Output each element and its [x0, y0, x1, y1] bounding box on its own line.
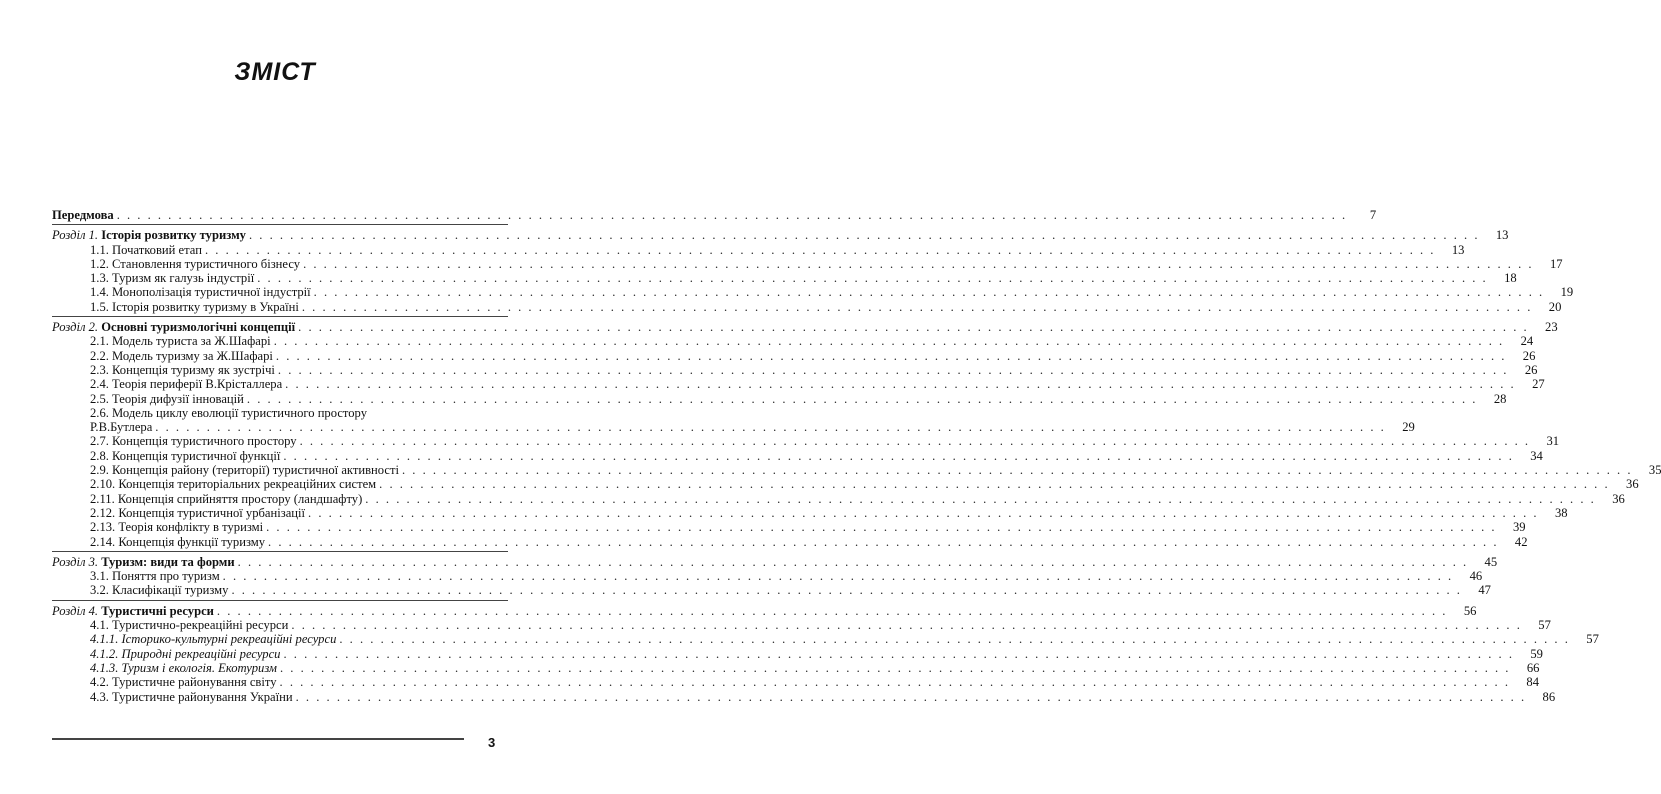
toc-section-entry	[52, 477, 1639, 492]
toc-entry-label: 3.1. Поняття про туризм	[90, 569, 220, 584]
toc-entry-label: 4.1. Туристично-рекреаційні ресурси	[90, 618, 289, 633]
toc-entry-page: 57	[1538, 618, 1551, 633]
page-number: 3	[488, 735, 496, 750]
toc-entry-page: 19	[1560, 285, 1574, 300]
toc-entry-page: 42	[1514, 534, 1528, 549]
toc-entry-label: 2.10. Концепція територіальних рекреаційних систем	[90, 477, 377, 492]
chapter-number: Розділ 2.	[52, 320, 99, 335]
dot-leader: . . . . . . . . . . . . . . . . . . . . . . . . . . . . . . . . . . . . . . . . . . . . . . . . . . . . . . . . . . . . . . . . . . . . . . . . . . . . . . . . . . . . . . . . . . . . . . . . . . . . . . . . . . . . . . . . . . . . . . . .	[283, 646, 1514, 661]
chapter-title: Туризм: види та форми	[101, 554, 235, 569]
toc-entry-page: 24	[1520, 334, 1534, 349]
toc-section-entry	[52, 448, 1543, 463]
toc-entry-page: 20	[1548, 299, 1562, 314]
toc-section-entry	[52, 491, 1625, 506]
dot-leader: . . . . . . . . . . . . . . . . . . . . . . . . . . . . . . . . . . . . . . . . . . . . . . . . . . . . . . . . . . . . . . . . . . . . . . . . . . . . . . . . . . . . . . . . . . . . . . . . . . . . . . . . . . . . . . . . . . . . . . . .	[308, 505, 1539, 520]
toc-entry-label: 2.6. Модель циклу еволюції туристичного простору	[90, 405, 367, 420]
toc-entry-label: 2.9. Концепція району (території) туристичної активності	[90, 463, 399, 478]
toc-section-entry	[52, 520, 1526, 535]
toc-entry-label: 4.1.3. Туризм і екологія. Екотуризм	[90, 660, 277, 675]
toc-entry-label: 2.13. Теорія конфлікту в туризмі	[90, 520, 264, 535]
section-separator	[52, 316, 508, 317]
toc-section-entry	[52, 463, 1661, 478]
toc-section-entry	[52, 377, 1545, 392]
section-separator	[52, 551, 508, 552]
page-title: ЗМІСТ	[234, 58, 316, 86]
toc-entry-label: 3.2. Класифікації туризму	[90, 583, 229, 598]
dot-leader: . . . . . . . . . . . . . . . . . . . . . . . . . . . . . . . . . . . . . . . . . . . . . . . . . . . . . . . . . . . . . . . . . . . . . . . . . . . . . . . . . . . . . . . . . . . . . . . . . . . . . . . . . . . . . . . . . . . . . . . .	[116, 208, 1348, 222]
toc-section-entry	[52, 256, 1563, 271]
toc-section-entry	[52, 299, 1562, 314]
toc-section-entry	[52, 420, 1415, 435]
toc-chapter-label	[52, 320, 295, 334]
toc-subsection-entry	[52, 632, 1599, 647]
toc-section-entry	[52, 689, 1556, 704]
dot-leader: . . . . . . . . . . . . . . . . . . . . . . . . . . . . . . . . . . . . . . . . . . . . . . . . . . . . . . . . . . . . . . . . . . . . . . . . . . . . . . . . . . . . . . . . . . . . . . . . . . . . . . . . . . . . . . . . . . . . . . . .	[231, 583, 1462, 598]
dot-leader: . . . . . . . . . . . . . . . . . . . . . . . . . . . . . . . . . . . . . . . . . . . . . . . . . . . . . . . . . . . . . . . . . . . . . . . . . . . . . . . . . . . . . . . . . . . . . . . . . . . . . . . . . . . . . . . . . . . . . . . .	[257, 271, 1488, 286]
chapter-title: Основні туризмологічні концепції	[101, 320, 296, 335]
toc-section-entry	[52, 569, 1483, 584]
dot-leader: . . . . . . . . . . . . . . . . . . . . . . . . . . . . . . . . . . . . . . . . . . . . . . . . . . . . . . . . . . . . . . . . . . . . . . . . . . . . . . . . . . . . . . . . . . . . . . . . . . . . . . . . . . . . . . . . . . . . . . . .	[295, 689, 1527, 704]
toc-entry-label: 2.12. Концепція туристичної урбанізації	[90, 505, 306, 520]
dot-leader: . . . . . . . . . . . . . . . . . . . . . . . . . . . . . . . . . . . . . . . . . . . . . . . . . . . . . . . . . . . . . . . . . . . . . . . . . . . . . . . . . . . . . . . . . . . . . . . . . . . . . . . . . . . . . . . . . . . . . . . .	[291, 618, 1522, 633]
toc-entry-page: 47	[1478, 583, 1491, 598]
toc-entry-page: 36	[1612, 491, 1625, 506]
toc-entry-page: 13	[1451, 242, 1465, 257]
chapter-title: Туристичні ресурси	[101, 603, 214, 618]
toc-entry-label: 1.5. Історія розвитку туризму в Україні	[90, 299, 299, 314]
toc-entry-label: 1.4. Монополізація туристичної індустрії	[90, 285, 311, 300]
toc-entry-page: 57	[1586, 632, 1599, 647]
toc-chapter-entry	[52, 228, 1509, 243]
toc-subsection-entry	[52, 646, 1543, 661]
section-separator	[52, 224, 508, 225]
dot-leader: . . . . . . . . . . . . . . . . . . . . . . . . . . . . . . . . . . . . . . . . . . . . . . . . . . . . . . . . . . . . . . . . . . . . . . . . . . . . . . . . . . . . . . . . . . . . . . . . . . . . . . . . . . . . . . . . . . . . . . . .	[237, 554, 1469, 569]
toc-entry-page: 18	[1504, 271, 1517, 286]
toc-entry-label-continued: Р.В.Бутлера	[90, 420, 153, 435]
table-of-contents	[52, 208, 1661, 704]
toc-section-entry	[52, 285, 1574, 300]
dot-leader: . . . . . . . . . . . . . . . . . . . . . . . . . . . . . . . . . . . . . . . . . . . . . . . . . . . . . . . . . . . . . . . . . . . . . . . . . . . . . . . . . . . . . . . . . . . . . . . . . . . . . . . . . . . . . . . . . . . . . . . .	[216, 603, 1448, 618]
toc-entry-label: 2.4. Теорія периферії В.Крісталлера	[90, 377, 283, 392]
dot-leader: . . . . . . . . . . . . . . . . . . . . . . . . . . . . . . . . . . . . . . . . . . . . . . . . . . . . . . . . . . . . . . . . . . . . . . . . . . . . . . . . . . . . . . . . . . . . . . . . . . . . . . . . . . . . . . . . . . . . . . . .	[301, 299, 1533, 314]
dot-leader: . . . . . . . . . . . . . . . . . . . . . . . . . . . . . . . . . . . . . . . . . . . . . . . . . . . . . . . . . . . . . . . . . . . . . . . . . . . . . . . . . . . . . . . . . . . . . . . . . . . . . . . . . . . . . . . . . . . . . . . .	[379, 477, 1610, 492]
dot-leader: . . . . . . . . . . . . . . . . . . . . . . . . . . . . . . . . . . . . . . . . . . . . . . . . . . . . . . . . . . . . . . . . . . . . . . . . . . . . . . . . . . . . . . . . . . . . . . . . . . . . . . . . . . . . . . . . . . . . . . . .	[402, 463, 1633, 478]
chapter-number: Розділ 3.	[52, 554, 99, 569]
dot-leader: . . . . . . . . . . . . . . . . . . . . . . . . . . . . . . . . . . . . . . . . . . . . . . . . . . . . . . . . . . . . . . . . . . . . . . . . . . . . . . . . . . . . . . . . . . . . . . . . . . . . . . . . . . . . . . . . . . . . . . . .	[275, 348, 1507, 363]
toc-chapter-entry	[52, 320, 1558, 335]
toc-entry-label: 2.7. Концепція туристичного простору	[90, 434, 297, 449]
toc-entry-label: 2.14. Концепція функції туризму	[90, 534, 266, 549]
dot-leader: . . . . . . . . . . . . . . . . . . . . . . . . . . . . . . . . . . . . . . . . . . . . . . . . . . . . . . . . . . . . . . . . . . . . . . . . . . . . . . . . . . . . . . . . . . . . . . . . . . . . . . . . . . . . . . . . . . . . . . . .	[298, 320, 1529, 335]
toc-section-entry	[52, 271, 1517, 286]
toc-entry-page: 28	[1493, 391, 1507, 406]
dot-leader: . . . . . . . . . . . . . . . . . . . . . . . . . . . . . . . . . . . . . . . . . . . . . . . . . . . . . . . . . . . . . . . . . . . . . . . . . . . . . . . . . . . . . . . . . . . . . . . . . . . . . . . . . . . . . . . . . . . . . . . .	[365, 491, 1596, 506]
toc-entry-label: 2.1. Модель туриста за Ж.Шафарі	[90, 334, 271, 349]
toc-section-entry	[52, 675, 1539, 690]
toc-entry-label: 1.2. Становлення туристичного бізнесу	[90, 256, 301, 271]
toc-entry-page: 7	[1369, 208, 1377, 222]
toc-section-entry	[52, 534, 1528, 549]
toc-section-entry	[52, 583, 1491, 598]
dot-leader: . . . . . . . . . . . . . . . . . . . . . . . . . . . . . . . . . . . . . . . . . . . . . . . . . . . . . . . . . . . . . . . . . . . . . . . . . . . . . . . . . . . . . . . . . . . . . . . . . . . . . . . . . . . . . . . . . . . . . . . .	[299, 434, 1531, 449]
dot-leader: . . . . . . . . . . . . . . . . . . . . . . . . . . . . . . . . . . . . . . . . . . . . . . . . . . . . . . . . . . . . . . . . . . . . . . . . . . . . . . . . . . . . . . . . . . . . . . . . . . . . . . . . . . . . . . . . . . . . . . . .	[222, 569, 1454, 584]
toc-entry-preface	[52, 208, 1377, 222]
chapter-number: Розділ 4.	[52, 603, 99, 618]
toc-entry-page: 86	[1542, 689, 1556, 704]
toc-entry-label: 4.1.2. Природні рекреаційні ресурси	[90, 646, 281, 661]
dot-leader: . . . . . . . . . . . . . . . . . . . . . . . . . . . . . . . . . . . . . . . . . . . . . . . . . . . . . . . . . . . . . . . . . . . . . . . . . . . . . . . . . . . . . . . . . . . . . . . . . . . . . . . . . . . . . . . . . . . . . . . .	[246, 391, 1478, 406]
footer-rule	[52, 738, 464, 740]
toc-entry-label: Передмова	[52, 208, 114, 222]
toc-entry-page: 26	[1522, 348, 1536, 363]
toc-entry-label: 1.3. Туризм як галузь індустрії	[90, 271, 255, 286]
toc-entry-page: 59	[1530, 646, 1543, 661]
dot-leader: . . . . . . . . . . . . . . . . . . . . . . . . . . . . . . . . . . . . . . . . . . . . . . . . . . . . . . . . . . . . . . . . . . . . . . . . . . . . . . . . . . . . . . . . . . . . . . . . . . . . . . . . . . . . . . . . . . . . . . . .	[248, 228, 1480, 243]
toc-chapter-entry	[52, 554, 1498, 569]
toc-entry-label: 4.2. Туристичне районування світу	[90, 675, 277, 690]
toc-section-entry	[52, 348, 1536, 363]
dot-leader: . . . . . . . . . . . . . . . . . . . . . . . . . . . . . . . . . . . . . . . . . . . . . . . . . . . . . . . . . . . . . . . . . . . . . . . . . . . . . . . . . . . . . . . . . . . . . . . . . . . . . . . . . . . . . . . . . . . . . . . .	[303, 256, 1534, 271]
toc-entry-page: 38	[1554, 505, 1568, 520]
dot-leader: . . . . . . . . . . . . . . . . . . . . . . . . . . . . . . . . . . . . . . . . . . . . . . . . . . . . . . . . . . . . . . . . . . . . . . . . . . . . . . . . . . . . . . . . . . . . . . . . . . . . . . . . . . . . . . . . . . . . . . . .	[155, 420, 1386, 435]
toc-entry-label: 1.1. Початковий етап	[90, 242, 202, 257]
dot-leader: . . . . . . . . . . . . . . . . . . . . . . . . . . . . . . . . . . . . . . . . . . . . . . . . . . . . . . . . . . . . . . . . . . . . . . . . . . . . . . . . . . . . . . . . . . . . . . . . . . . . . . . . . . . . . . . . . . . . . . . .	[313, 285, 1545, 300]
toc-section-entry	[52, 334, 1534, 349]
toc-section-entry	[52, 391, 1507, 406]
dot-leader: . . . . . . . . . . . . . . . . . . . . . . . . . . . . . . . . . . . . . . . . . . . . . . . . . . . . . . . . . . . . . . . . . . . . . . . . . . . . . . . . . . . . . . . . . . . . . . . . . . . . . . . . . . . . . . . . . . . . . . . .	[273, 334, 1505, 349]
section-separator	[52, 600, 508, 601]
dot-leader: . . . . . . . . . . . . . . . . . . . . . . . . . . . . . . . . . . . . . . . . . . . . . . . . . . . . . . . . . . . . . . . . . . . . . . . . . . . . . . . . . . . . . . . . . . . . . . . . . . . . . . . . . . . . . . . . . . . . . . . .	[277, 362, 1509, 377]
toc-section-entry	[52, 434, 1560, 449]
toc-entry-page: 13	[1495, 228, 1509, 243]
chapter-title: Історія розвитку туризму	[101, 228, 246, 243]
toc-entry-page: 36	[1626, 477, 1639, 492]
dot-leader: . . . . . . . . . . . . . . . . . . . . . . . . . . . . . . . . . . . . . . . . . . . . . . . . . . . . . . . . . . . . . . . . . . . . . . . . . . . . . . . . . . . . . . . . . . . . . . . . . . . . . . . . . . . . . . . . . . . . . . . .	[204, 242, 1436, 257]
toc-entry-label: 2.11. Концепція сприйняття простору (ландшафту)	[90, 491, 363, 506]
toc-entry-label: 2.8. Концепція туристичної функції	[90, 448, 281, 463]
toc-chapter-label	[52, 228, 246, 242]
toc-subsection-entry	[52, 660, 1540, 675]
dot-leader: . . . . . . . . . . . . . . . . . . . . . . . . . . . . . . . . . . . . . . . . . . . . . . . . . . . . . . . . . . . . . . . . . . . . . . . . . . . . . . . . . . . . . . . . . . . . . . . . . . . . . . . . . . . . . . . . . . . . . . . .	[279, 675, 1510, 690]
toc-section-entry	[52, 505, 1568, 520]
toc-entry-page: 17	[1549, 256, 1563, 271]
toc-section-entry	[52, 362, 1538, 377]
dot-leader: . . . . . . . . . . . . . . . . . . . . . . . . . . . . . . . . . . . . . . . . . . . . . . . . . . . . . . . . . . . . . . . . . . . . . . . . . . . . . . . . . . . . . . . . . . . . . . . . . . . . . . . . . . . . . . . . . . . . . . . .	[283, 448, 1514, 463]
dot-leader: . . . . . . . . . . . . . . . . . . . . . . . . . . . . . . . . . . . . . . . . . . . . . . . . . . . . . . . . . . . . . . . . . . . . . . . . . . . . . . . . . . . . . . . . . . . . . . . . . . . . . . . . . . . . . . . . . . . . . . . .	[285, 377, 1516, 392]
toc-chapter-label	[52, 604, 214, 618]
toc-chapter-label	[52, 555, 235, 569]
toc-entry-label: 2.2. Модель туризму за Ж.Шафарі	[90, 348, 273, 363]
dot-leader: . . . . . . . . . . . . . . . . . . . . . . . . . . . . . . . . . . . . . . . . . . . . . . . . . . . . . . . . . . . . . . . . . . . . . . . . . . . . . . . . . . . . . . . . . . . . . . . . . . . . . . . . . . . . . . . . . . . . . . . .	[266, 520, 1497, 535]
toc-entry-page: 31	[1546, 434, 1560, 449]
toc-entry-label: 2.3. Концепція туризму як зустрічі	[90, 362, 275, 377]
toc-entry-page: 34	[1530, 448, 1543, 463]
toc-entry-label: 2.5. Теорія дифузії інновацій	[90, 391, 244, 406]
toc-entry-page: 45	[1484, 554, 1498, 569]
toc-entry-page: 26	[1524, 362, 1538, 377]
toc-chapter-entry	[52, 603, 1477, 618]
toc-entry-page: 46	[1469, 569, 1483, 584]
toc-section-entry	[52, 618, 1551, 633]
toc-entry-page: 23	[1545, 320, 1558, 335]
toc-entry-label: 4.3. Туристичне районування України	[90, 689, 293, 704]
dot-leader: . . . . . . . . . . . . . . . . . . . . . . . . . . . . . . . . . . . . . . . . . . . . . . . . . . . . . . . . . . . . . . . . . . . . . . . . . . . . . . . . . . . . . . . . . . . . . . . . . . . . . . . . . . . . . . . . . . . . . . . .	[268, 534, 1499, 549]
toc-entry-page: 29	[1402, 420, 1415, 435]
dot-leader: . . . . . . . . . . . . . . . . . . . . . . . . . . . . . . . . . . . . . . . . . . . . . . . . . . . . . . . . . . . . . . . . . . . . . . . . . . . . . . . . . . . . . . . . . . . . . . . . . . . . . . . . . . . . . . . . . . . . . . . .	[279, 660, 1511, 675]
toc-section-entry	[52, 242, 1465, 257]
toc-entry-label: 4.1.1. Історико-культурні рекреаційні ресурси	[90, 632, 337, 647]
toc-entry-page: 35	[1648, 463, 1661, 478]
chapter-number: Розділ 1.	[52, 228, 99, 243]
toc-entry-page: 39	[1512, 520, 1526, 535]
toc-entry-page: 27	[1532, 377, 1545, 392]
toc-entry-page: 84	[1526, 675, 1539, 690]
toc-entry-page: 66	[1526, 660, 1540, 675]
toc-entry-page: 56	[1463, 603, 1477, 618]
dot-leader: . . . . . . . . . . . . . . . . . . . . . . . . . . . . . . . . . . . . . . . . . . . . . . . . . . . . . . . . . . . . . . . . . . . . . . . . . . . . . . . . . . . . . . . . . . . . . . . . . . . . . . . . . . . . . . . . . . . . . . . .	[339, 632, 1570, 647]
